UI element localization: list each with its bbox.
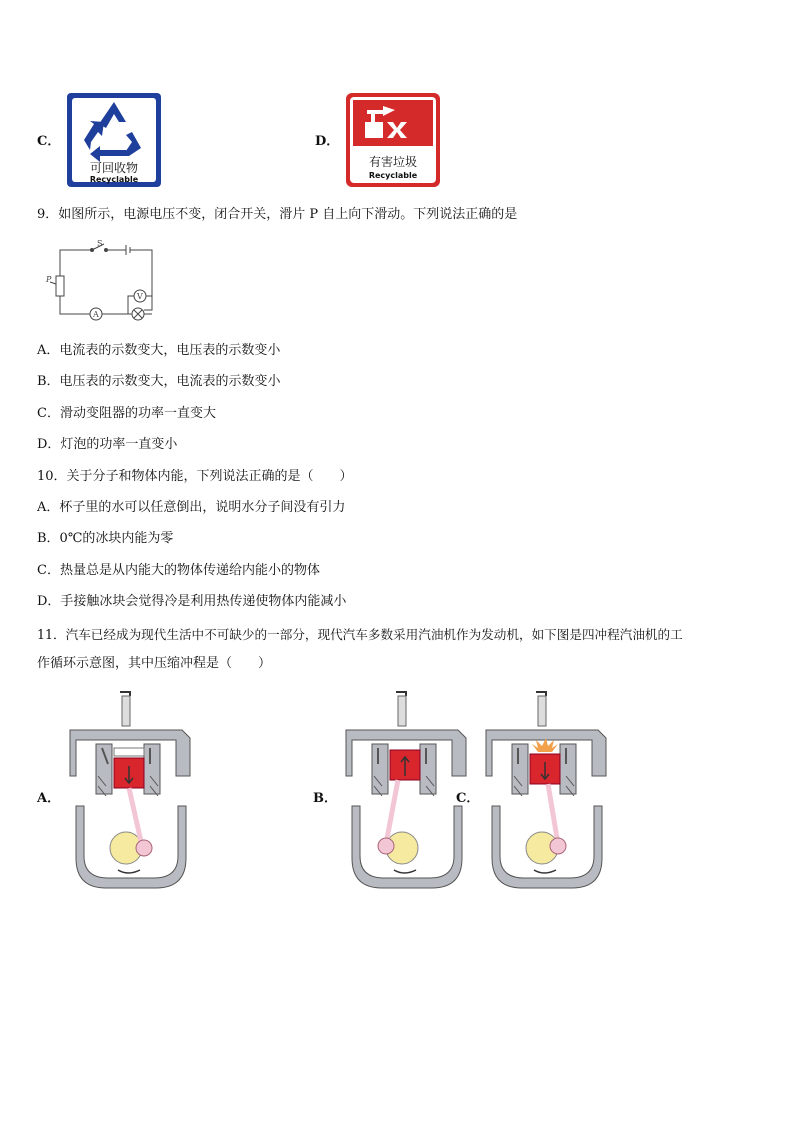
ammeter-label: A <box>93 310 99 319</box>
sign-c-sub: Recyclable <box>89 175 139 184</box>
q10-option-a: A．杯子里的水可以任意倒出，说明水分子间没有引力 <box>37 500 346 515</box>
q10-option-b: B．0℃的冰块内能为零 <box>37 531 174 546</box>
voltmeter-label: V <box>137 292 143 301</box>
q11-stem-line2: 作循环示意图，其中压缩冲程是（ ） <box>37 656 272 671</box>
switch-label: S <box>97 239 103 248</box>
engine-c-label: C． <box>456 791 480 806</box>
engine-diagram-b <box>342 688 472 898</box>
q10-option-c: C．热量总是从内能大的物体传递给内能小的物体 <box>37 563 320 578</box>
hazardous-waste-sign <box>345 92 441 188</box>
q9-option-a: A．电流表的示数变大，电压表的示数变小 <box>37 343 281 358</box>
option-c-label: C． <box>37 134 61 149</box>
option-d-label: D． <box>315 134 340 149</box>
sign-d-caption: 有害垃圾 <box>368 155 418 169</box>
engine-diagram-c <box>482 688 612 898</box>
engine-diagram-a <box>66 688 196 898</box>
engine-b-label: B． <box>313 791 337 806</box>
q9-stem: 9．如图所示，电源电压不变，闭合开关，滑片 P 自上向下滑动。下列说法正确的是 <box>37 207 518 222</box>
recyclable-sign <box>66 92 162 188</box>
engine-a-label: A． <box>37 791 61 806</box>
sign-d-sub: Recyclable <box>368 171 418 180</box>
q10-option-d: D．手接触冰块会觉得冷是利用热传递使物体内能减小 <box>37 594 347 609</box>
sign-c-caption: 可回收物 <box>89 161 139 175</box>
slider-label: P <box>46 275 52 284</box>
q9-option-d: D．灯泡的功率一直变小 <box>37 437 178 452</box>
q9-option-c: C．滑动变阻器的功率一直变大 <box>37 406 216 421</box>
circuit-diagram <box>44 238 164 330</box>
q11-stem-line1: 11．汽车已经成为现代生活中不可缺少的一部分，现代汽车多数采用汽油机作为发动机，如下图是四冲程汽油机的工 <box>37 627 683 642</box>
q10-stem: 10．关于分子和物体内能，下列说法正确的是（ ） <box>37 469 353 484</box>
q9-option-b: B．电压表的示数变大，电流表的示数变小 <box>37 374 281 389</box>
